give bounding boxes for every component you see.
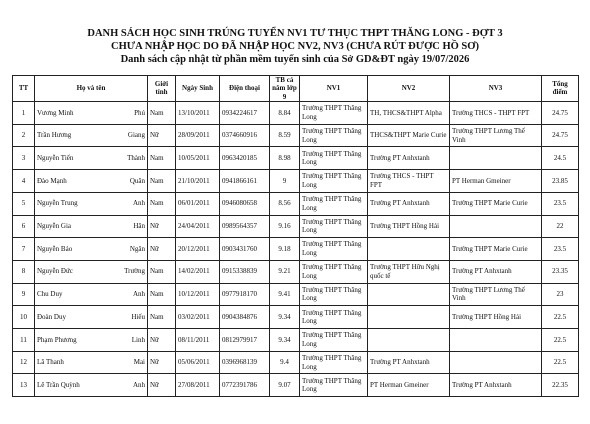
cell-name <box>35 351 148 374</box>
cell-gender: Nam <box>148 147 176 170</box>
table-row <box>13 147 579 170</box>
cell-nv2: Trường PT Anhxtanh <box>368 147 450 170</box>
family-name: Nguyễn Trung <box>37 199 78 208</box>
cell-nv2: Trường THPT Hữu Nghị quốc tế <box>368 260 450 283</box>
cell-gpa: 9.07 <box>270 374 300 397</box>
cell-nv1: Trường THPT Thăng Long <box>300 374 368 397</box>
family-name: Lê Trần Quỳnh <box>37 380 80 389</box>
cell-gpa: 9.21 <box>270 260 300 283</box>
cell-phone: 0934224617 <box>220 102 270 125</box>
cell-name <box>35 102 148 125</box>
cell-phone: 0915338839 <box>220 260 270 283</box>
cell-gender: Nam <box>148 170 176 193</box>
document-update-note: Danh sách cập nhật từ phần mềm tuyển sinh của Sở GD&ĐT ngày 19/07/2026 <box>120 54 470 66</box>
cell-total: 23.35 <box>542 260 579 283</box>
family-name: Vương Minh <box>37 108 74 117</box>
cell-tt: 12 <box>13 351 35 374</box>
table-row <box>13 192 579 215</box>
cell-name <box>35 328 148 351</box>
cell-nv1: Trường THPT Thăng Long <box>300 328 368 351</box>
cell-phone: 0946080658 <box>220 192 270 215</box>
family-name: Chu Duy <box>37 290 63 299</box>
cell-tt: 10 <box>13 306 35 329</box>
cell-nv1: Trường THPT Thăng Long <box>300 147 368 170</box>
cell-tt: 8 <box>13 260 35 283</box>
table-body <box>13 102 579 397</box>
cell-dob: 13/10/2011 <box>176 102 220 125</box>
table-row <box>13 328 579 351</box>
cell-name <box>35 374 148 397</box>
cell-phone: 0903431760 <box>220 238 270 261</box>
cell-gender: Nam <box>148 260 176 283</box>
cell-tt: 11 <box>13 328 35 351</box>
cell-name <box>35 147 148 170</box>
cell-nv1: Trường THPT Thăng Long <box>300 124 368 147</box>
cell-dob: 10/05/2011 <box>176 147 220 170</box>
given-name: Anh <box>132 199 145 208</box>
cell-name <box>35 124 148 147</box>
cell-tt: 13 <box>13 374 35 397</box>
cell-nv1: Trường THPT Thăng Long <box>300 306 368 329</box>
cell-nv1: Trường THPT Thăng Long <box>300 238 368 261</box>
cell-dob: 10/12/2011 <box>176 283 220 306</box>
table-row <box>13 124 579 147</box>
given-name: Thành <box>127 154 145 163</box>
cell-nv2: PT Herman Gmeiner <box>368 374 450 397</box>
table-row <box>13 283 579 306</box>
cell-nv2: THCS&THPT Marie Curie <box>368 124 450 147</box>
col-header-tt: TT <box>13 75 35 102</box>
cell-tt: 6 <box>13 215 35 238</box>
table-row <box>13 351 579 374</box>
cell-gender: Nam <box>148 192 176 215</box>
cell-tt: 1 <box>13 102 35 125</box>
family-name: Nguyễn Tiến <box>37 154 74 163</box>
cell-name <box>35 306 148 329</box>
col-header-gender: Giới tính <box>148 75 176 102</box>
table-header-row <box>13 75 579 102</box>
cell-nv2 <box>368 238 450 261</box>
table-row <box>13 306 579 329</box>
cell-gpa: 9.4 <box>270 351 300 374</box>
cell-total: 24.75 <box>542 124 579 147</box>
cell-dob: 14/02/2011 <box>176 260 220 283</box>
cell-total: 24.75 <box>542 102 579 125</box>
table-row <box>13 260 579 283</box>
cell-gpa: 9.34 <box>270 306 300 329</box>
cell-nv1: Trường THPT Thăng Long <box>300 170 368 193</box>
cell-name <box>35 170 148 193</box>
cell-tt: 3 <box>13 147 35 170</box>
cell-nv1: Trường THPT Thăng Long <box>300 260 368 283</box>
cell-gender: Nữ <box>148 374 176 397</box>
cell-gpa: 8.84 <box>270 102 300 125</box>
cell-nv2: Trường PT Anhxtanh <box>368 351 450 374</box>
family-name: Nguyễn Gia <box>37 222 72 231</box>
cell-tt: 7 <box>13 238 35 261</box>
table-row <box>13 170 579 193</box>
cell-gender: Nam <box>148 306 176 329</box>
cell-phone: 0941866161 <box>220 170 270 193</box>
cell-gpa: 9.16 <box>270 215 300 238</box>
cell-gpa: 9.41 <box>270 283 300 306</box>
cell-name <box>35 283 148 306</box>
given-name: Linh <box>131 335 145 344</box>
cell-nv2: Trường THPT Hồng Hải <box>368 215 450 238</box>
cell-total: 22.5 <box>542 306 579 329</box>
cell-nv2 <box>368 328 450 351</box>
family-name: Nguyễn Đức <box>37 267 73 276</box>
cell-dob: 28/09/2011 <box>176 124 220 147</box>
col-header-nv3: NV3 <box>450 75 542 102</box>
cell-nv3 <box>450 215 542 238</box>
admission-table <box>12 75 579 397</box>
cell-nv3: Trường THPT Lương Thế Vinh <box>450 283 542 306</box>
cell-tt: 5 <box>13 192 35 215</box>
given-name: Giang <box>127 131 145 140</box>
cell-nv2: Trường PT Anhxtanh <box>368 192 450 215</box>
cell-nv1: Trường THPT Thăng Long <box>300 215 368 238</box>
cell-nv1: Trường THPT Thăng Long <box>300 283 368 306</box>
given-name: Phú <box>134 108 145 117</box>
cell-dob: 08/11/2011 <box>176 328 220 351</box>
cell-nv3: Trường THPT Marie Curie <box>450 192 542 215</box>
cell-gender: Nam <box>148 283 176 306</box>
cell-gpa: 9.34 <box>270 328 300 351</box>
cell-gender: Nữ <box>148 328 176 351</box>
given-name: Hiếu <box>131 312 145 321</box>
family-name: Phạm Phương <box>37 335 77 344</box>
cell-gpa: 8.98 <box>270 147 300 170</box>
cell-tt: 9 <box>13 283 35 306</box>
cell-gpa: 9.18 <box>270 238 300 261</box>
cell-nv2 <box>368 283 450 306</box>
given-name: Quân <box>129 176 145 185</box>
cell-nv3: Trường THPT Marie Curie <box>450 238 542 261</box>
cell-name <box>35 215 148 238</box>
family-name: Đào Mạnh <box>37 176 67 185</box>
cell-gpa: 9 <box>270 170 300 193</box>
cell-name <box>35 238 148 261</box>
cell-phone: 0963420185 <box>220 147 270 170</box>
col-header-dob: Ngày Sinh <box>176 75 220 102</box>
family-name: Đoàn Duy <box>37 312 66 321</box>
cell-dob: 06/01/2011 <box>176 192 220 215</box>
col-header-nv2: NV2 <box>368 75 450 102</box>
cell-tt: 4 <box>13 170 35 193</box>
table-row <box>13 238 579 261</box>
cell-gender: Nam <box>148 102 176 125</box>
cell-nv3 <box>450 351 542 374</box>
document-title: DANH SÁCH HỌC SINH TRÚNG TUYỂN NV1 TƯ THỤC THPT THĂNG LONG - ĐỢT 3 <box>87 28 503 39</box>
cell-total: 22.5 <box>542 351 579 374</box>
cell-gender: Nữ <box>148 238 176 261</box>
cell-phone: 0812979917 <box>220 328 270 351</box>
cell-dob: 05/06/2011 <box>176 351 220 374</box>
given-name: Mai <box>133 358 145 367</box>
cell-nv2: Trường THCS - THPT FPT <box>368 170 450 193</box>
cell-phone: 0396968139 <box>220 351 270 374</box>
cell-dob: 20/12/2011 <box>176 238 220 261</box>
family-name: Lã Thanh <box>37 358 64 367</box>
cell-gpa: 8.56 <box>270 192 300 215</box>
cell-total: 23 <box>542 283 579 306</box>
cell-dob: 27/08/2011 <box>176 374 220 397</box>
cell-nv3: Trường THPT Lương Thế Vinh <box>450 124 542 147</box>
cell-total: 24.5 <box>542 147 579 170</box>
cell-total: 22 <box>542 215 579 238</box>
cell-nv3 <box>450 147 542 170</box>
cell-gpa: 8.59 <box>270 124 300 147</box>
cell-phone: 0374660916 <box>220 124 270 147</box>
cell-dob: 24/04/2011 <box>176 215 220 238</box>
cell-phone: 0977918170 <box>220 283 270 306</box>
family-name: Trần Hương <box>37 131 72 140</box>
cell-nv3: Trường THPT Hồng Hải <box>450 306 542 329</box>
cell-nv2: TH, THCS&THPT Alpha <box>368 102 450 125</box>
cell-total: 22.35 <box>542 374 579 397</box>
cell-phone: 0989564357 <box>220 215 270 238</box>
col-header-phone: Điện thoại <box>220 75 270 102</box>
cell-total: 23.5 <box>542 192 579 215</box>
cell-dob: 03/02/2011 <box>176 306 220 329</box>
cell-nv3: Trường PT Anhxtanh <box>450 260 542 283</box>
cell-total: 23.5 <box>542 238 579 261</box>
cell-gender: Nữ <box>148 124 176 147</box>
cell-total: 22.5 <box>542 328 579 351</box>
cell-nv2 <box>368 306 450 329</box>
col-header-nv1: NV1 <box>300 75 368 102</box>
given-name: Trường <box>124 267 145 276</box>
col-header-gpa: TB cả năm lớp 9 <box>270 75 300 102</box>
document-subtitle: CHƯA NHẬP HỌC DO ĐÃ NHẬP HỌC NV2, NV3 (CHƯA RÚT ĐƯỢC HỒ SƠ) <box>111 41 479 53</box>
table-row <box>13 215 579 238</box>
table-row <box>13 102 579 125</box>
cell-gender: Nữ <box>148 215 176 238</box>
col-header-total: Tổng điểm <box>542 75 579 102</box>
cell-nv1: Trường THPT Thăng Long <box>300 192 368 215</box>
cell-name <box>35 192 148 215</box>
cell-nv3: Trường PT Anhxtanh <box>450 374 542 397</box>
cell-nv3 <box>450 328 542 351</box>
cell-phone: 0904384876 <box>220 306 270 329</box>
given-name: Ngân <box>129 244 145 253</box>
cell-nv3: PT Herman Gmeiner <box>450 170 542 193</box>
cell-nv3: Trường THCS - THPT FPT <box>450 102 542 125</box>
col-header-name: Họ và tên <box>35 75 148 102</box>
cell-nv1: Trường THPT Thăng Long <box>300 102 368 125</box>
cell-tt: 2 <box>13 124 35 147</box>
given-name: Anh <box>132 380 145 389</box>
given-name: Anh <box>132 290 145 299</box>
given-name: Hân <box>133 222 145 231</box>
cell-name <box>35 260 148 283</box>
cell-gender: Nữ <box>148 351 176 374</box>
cell-nv1: Trường THPT Thăng Long <box>300 351 368 374</box>
family-name: Nguyễn Bảo <box>37 244 73 253</box>
cell-total: 23.85 <box>542 170 579 193</box>
document-header <box>12 0 578 67</box>
table-row <box>13 374 579 397</box>
cell-phone: 0772391786 <box>220 374 270 397</box>
cell-dob: 21/10/2011 <box>176 170 220 193</box>
